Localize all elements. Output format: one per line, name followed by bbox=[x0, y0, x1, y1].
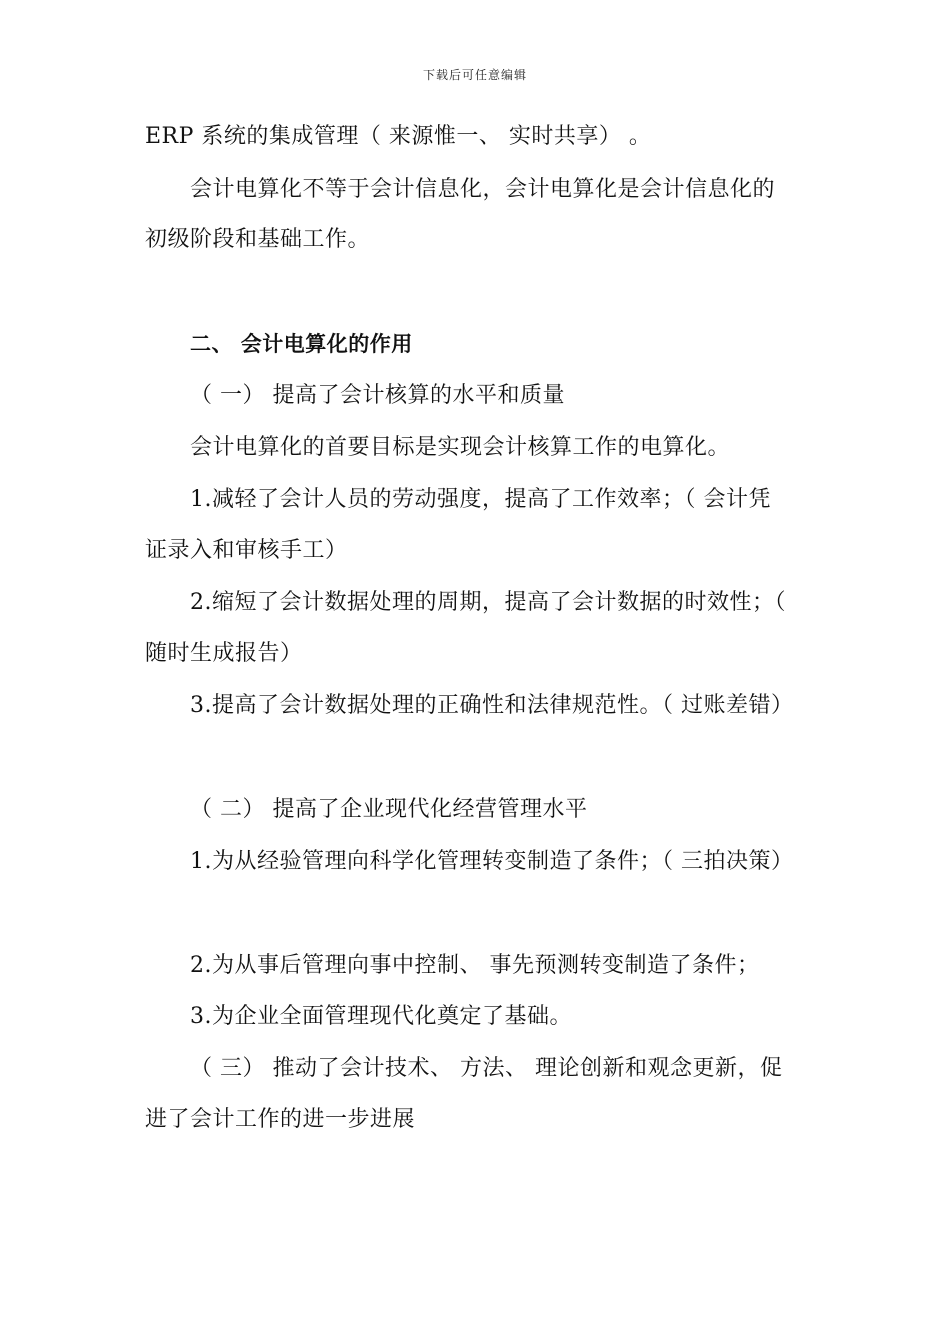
list-item: 2.缩短了会计数据处理的周期，提高了会计数据的时效性；（ bbox=[190, 590, 786, 615]
subsection-heading: （ 二） 提高了企业现代化经营管理水平 bbox=[190, 797, 588, 822]
list-item: 3.为企业全面管理现代化奠定了基础。 bbox=[190, 1004, 572, 1029]
paragraph-line: 会计电算化的首要目标是实现会计核算工作的电算化。 bbox=[190, 435, 731, 460]
paragraph-line: 会计电算化不等于会计信息化，会计电算化是会计信息化的 bbox=[190, 177, 776, 202]
list-item-continuation: 随时生成报告） bbox=[145, 641, 303, 666]
list-item: 1.减轻了会计人员的劳动强度，提高了工作效率；（ 会计凭 bbox=[190, 487, 771, 512]
paragraph-line: 初级阶段和基础工作。 bbox=[145, 227, 371, 252]
paragraph-line: ERP 系统的集成管理（ 来源惟一、 实时共享） 。 bbox=[145, 124, 652, 149]
list-item: 3.提高了会计数据处理的正确性和法律规范性。（ 过账差错） bbox=[190, 693, 794, 718]
list-item: 2.为从事后管理向事中控制、 事先预测转变制造了条件； bbox=[190, 953, 760, 978]
subsection-heading: （ 三） 推动了会计技术、 方法、 理论创新和观念更新，促 bbox=[190, 1056, 783, 1081]
page-header: 下载后可任意编辑 bbox=[422, 68, 527, 82]
section-heading: 二、 会计电算化的作用 bbox=[190, 332, 413, 356]
list-item: 1.为从经验管理向科学化管理转变制造了条件；（ 三拍决策） bbox=[190, 849, 794, 874]
list-item-continuation: 证录入和审核手工） bbox=[145, 538, 348, 563]
subsection-heading: （ 一） 提高了会计核算的水平和质量 bbox=[190, 383, 565, 408]
paragraph-line: 进了会计工作的进一步进展 bbox=[145, 1107, 416, 1132]
